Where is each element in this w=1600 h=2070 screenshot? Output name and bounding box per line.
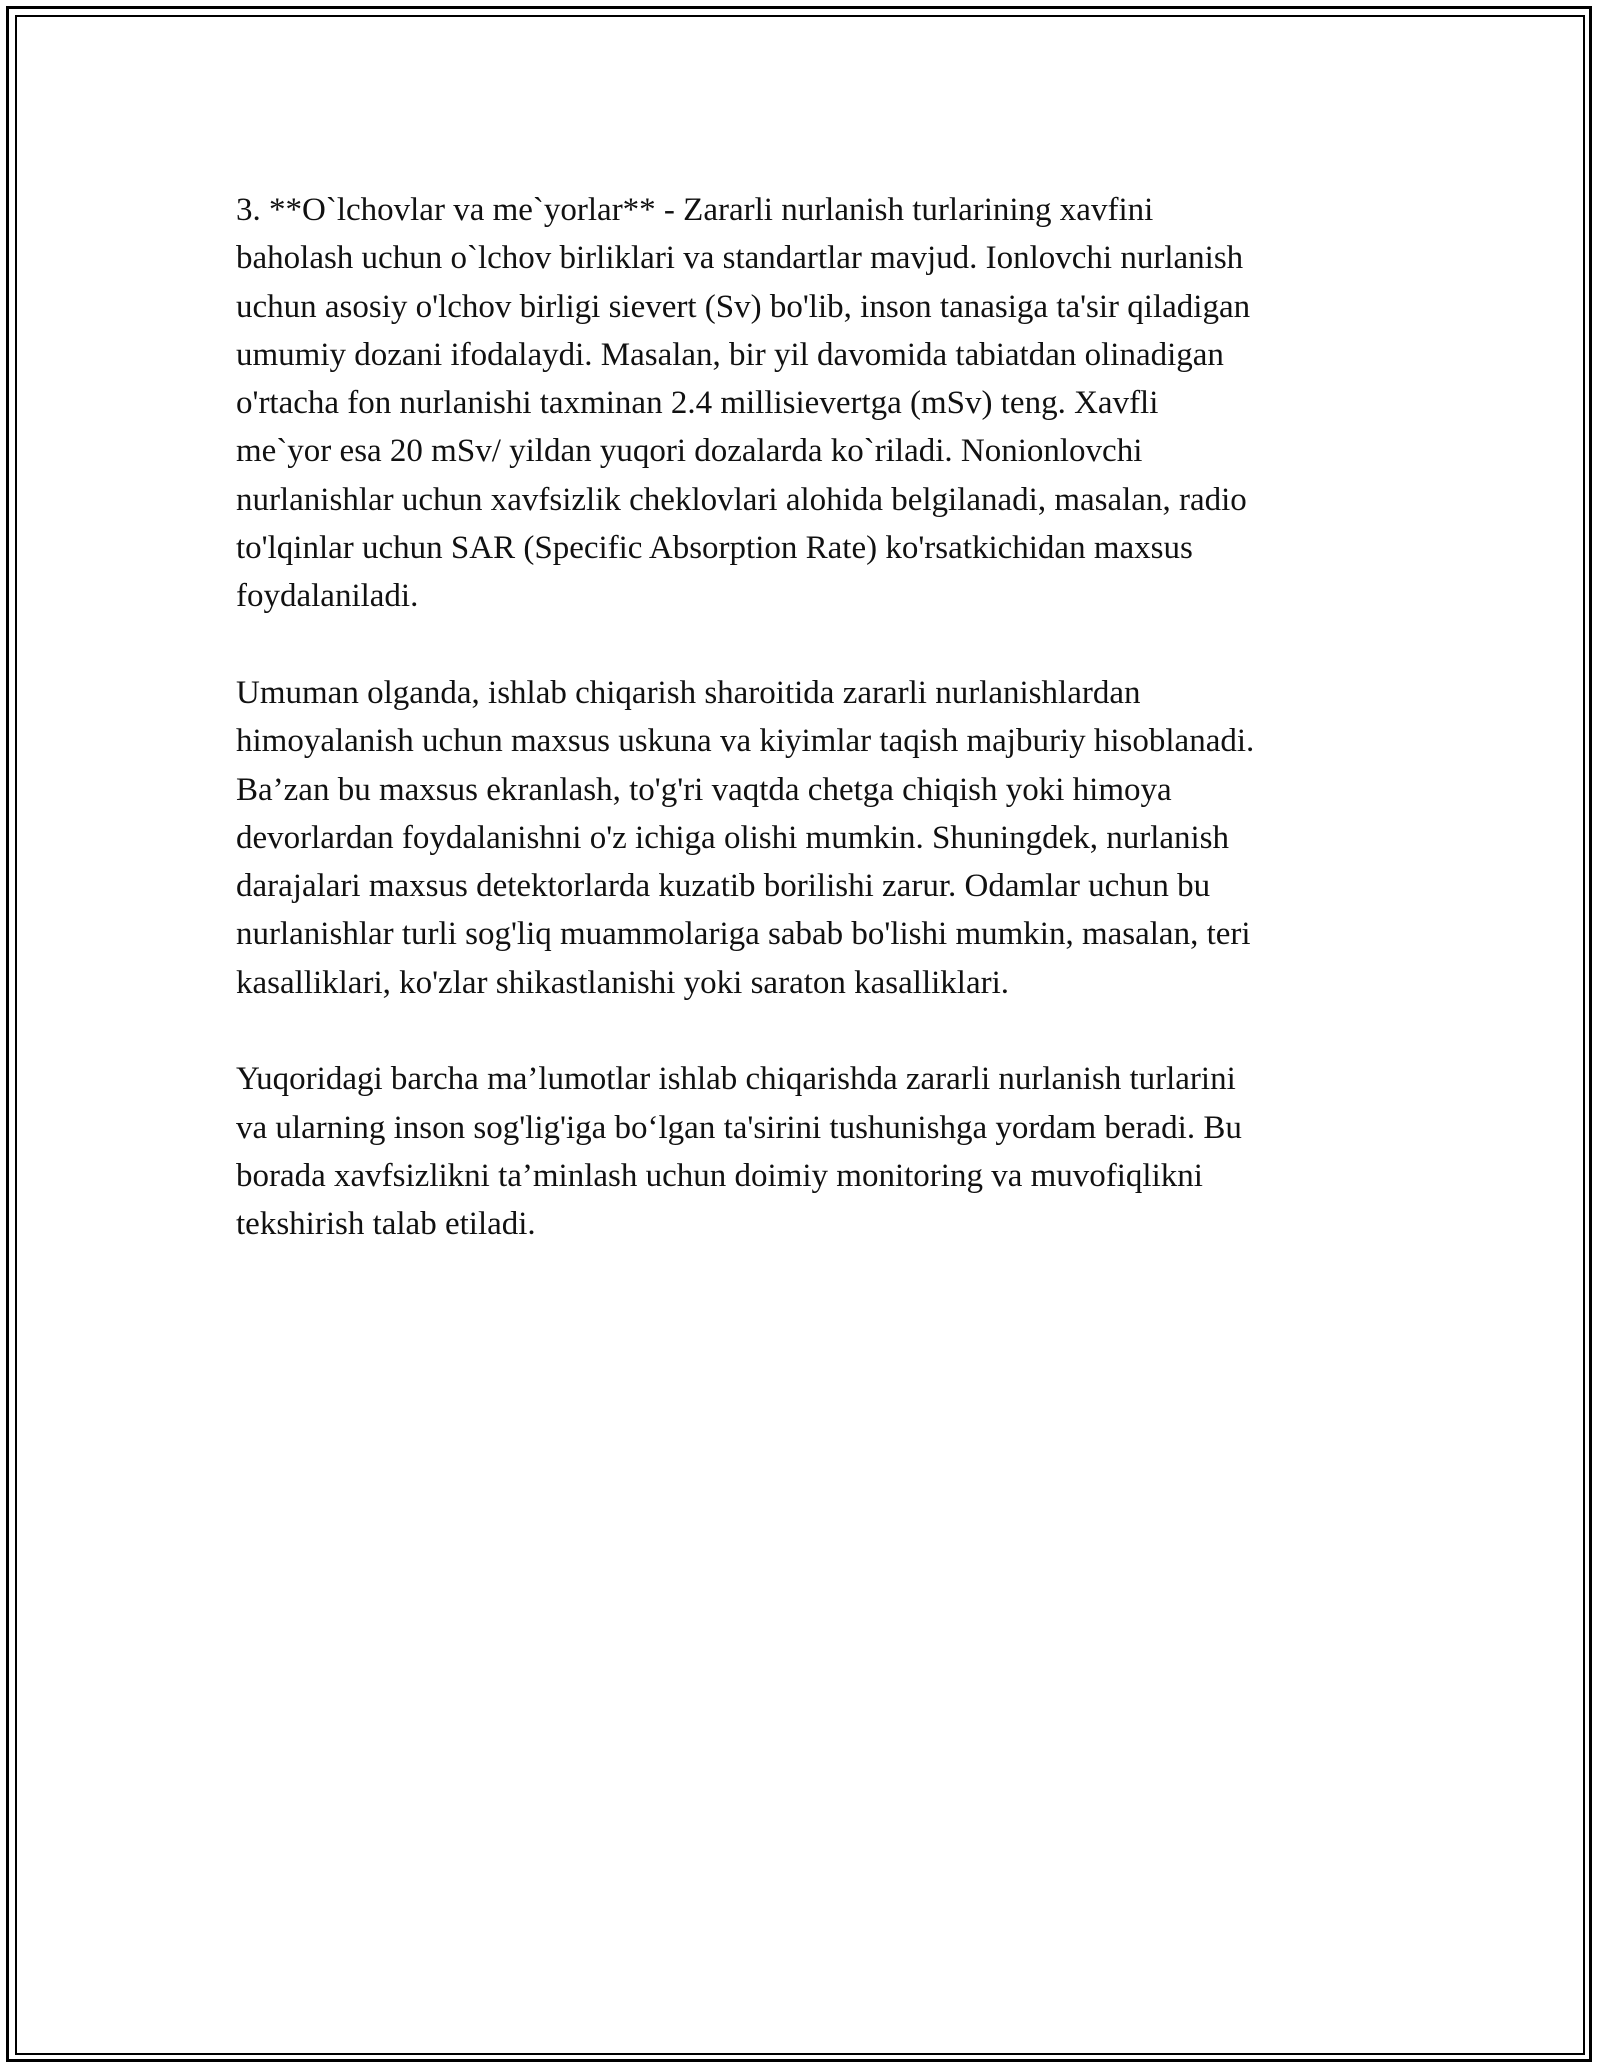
text-line: nurlanishlar turli sog'liq muammolariga sabab bo'lishi mumkin, masalan, teri: [236, 916, 1251, 953]
text-line: Ba’zan bu maxsus ekranlash, to'g'ri vaqtda chetga chiqish yoki himoya: [236, 771, 1172, 808]
text-line: umumiy dozani ifodalaydi. Masalan, bir yil davomida tabiatdan olinadigan: [236, 336, 1224, 373]
text-line: uchun asosiy o'lchov birligi sievert (Sv) bo'lib, inson tanasiga ta'sir qiladigan: [236, 288, 1251, 325]
text-line: foydalaniladi.: [236, 578, 419, 615]
text-line: 3. **O`lchovlar va me`yorlar** - Zararli nurlanish turlarining xavfini: [236, 192, 1154, 228]
text-line: nurlanishlar uchun xavfsizlik cheklovlari alohida belgilanadi, masalan, radio: [236, 481, 1247, 518]
text-line: Umuman olganda, ishlab chiqarish sharoitida zararli nurlanishlardan: [236, 674, 1141, 711]
text-line: va ularning inson sog'lig'iga bo‘lgan ta'sirini tushunishga yordam beradi. Bu: [236, 1109, 1242, 1146]
text-line: baholash uchun o`lchov birliklari va standartlar mavjud. Ionlovchi nurlanish: [236, 240, 1244, 277]
text-line: himoyalanish uchun maxsus uskuna va kiyimlar taqish majburiy hisoblanadi.: [236, 723, 1255, 760]
paragraph-protection: [236, 669, 1376, 1007]
paragraph-conclusion: [236, 1055, 1376, 1248]
document-body: [236, 186, 1376, 1297]
text-line: devorlardan foydalanishni o'z ichiga olishi mumkin. Shuningdek, nurlanish: [236, 819, 1230, 856]
text-line: tekshirish talab etiladi.: [236, 1206, 536, 1243]
text-line: kasalliklari, ko'zlar shikastlanishi yoki saraton kasalliklari.: [236, 964, 1010, 1001]
text-line: o'rtacha fon nurlanishi taxminan 2.4 millisievertga (mSv) teng. Xavfli: [236, 385, 1159, 422]
text-line: borada xavfsizlikni ta’minlash uchun doimiy monitoring va muvofiqlikni: [236, 1157, 1203, 1194]
text-line: Yuqoridagi barcha ma’lumotlar ishlab chiqarishda zararli nurlanish turlarini: [236, 1061, 1236, 1098]
text-line: to'lqinlar uchun SAR (Specific Absorption Rate) ko'rsatkichidan maxsus: [236, 530, 1193, 567]
text-line: darajalari maxsus detektorlarda kuzatib borilishi zarur. Odamlar uchun bu: [236, 868, 1211, 905]
paragraph-measurements: [236, 186, 1376, 621]
text-line: me`yor esa 20 mSv/ yildan yuqori dozalarda ko`riladi. Nonionlovchi: [236, 433, 1143, 470]
